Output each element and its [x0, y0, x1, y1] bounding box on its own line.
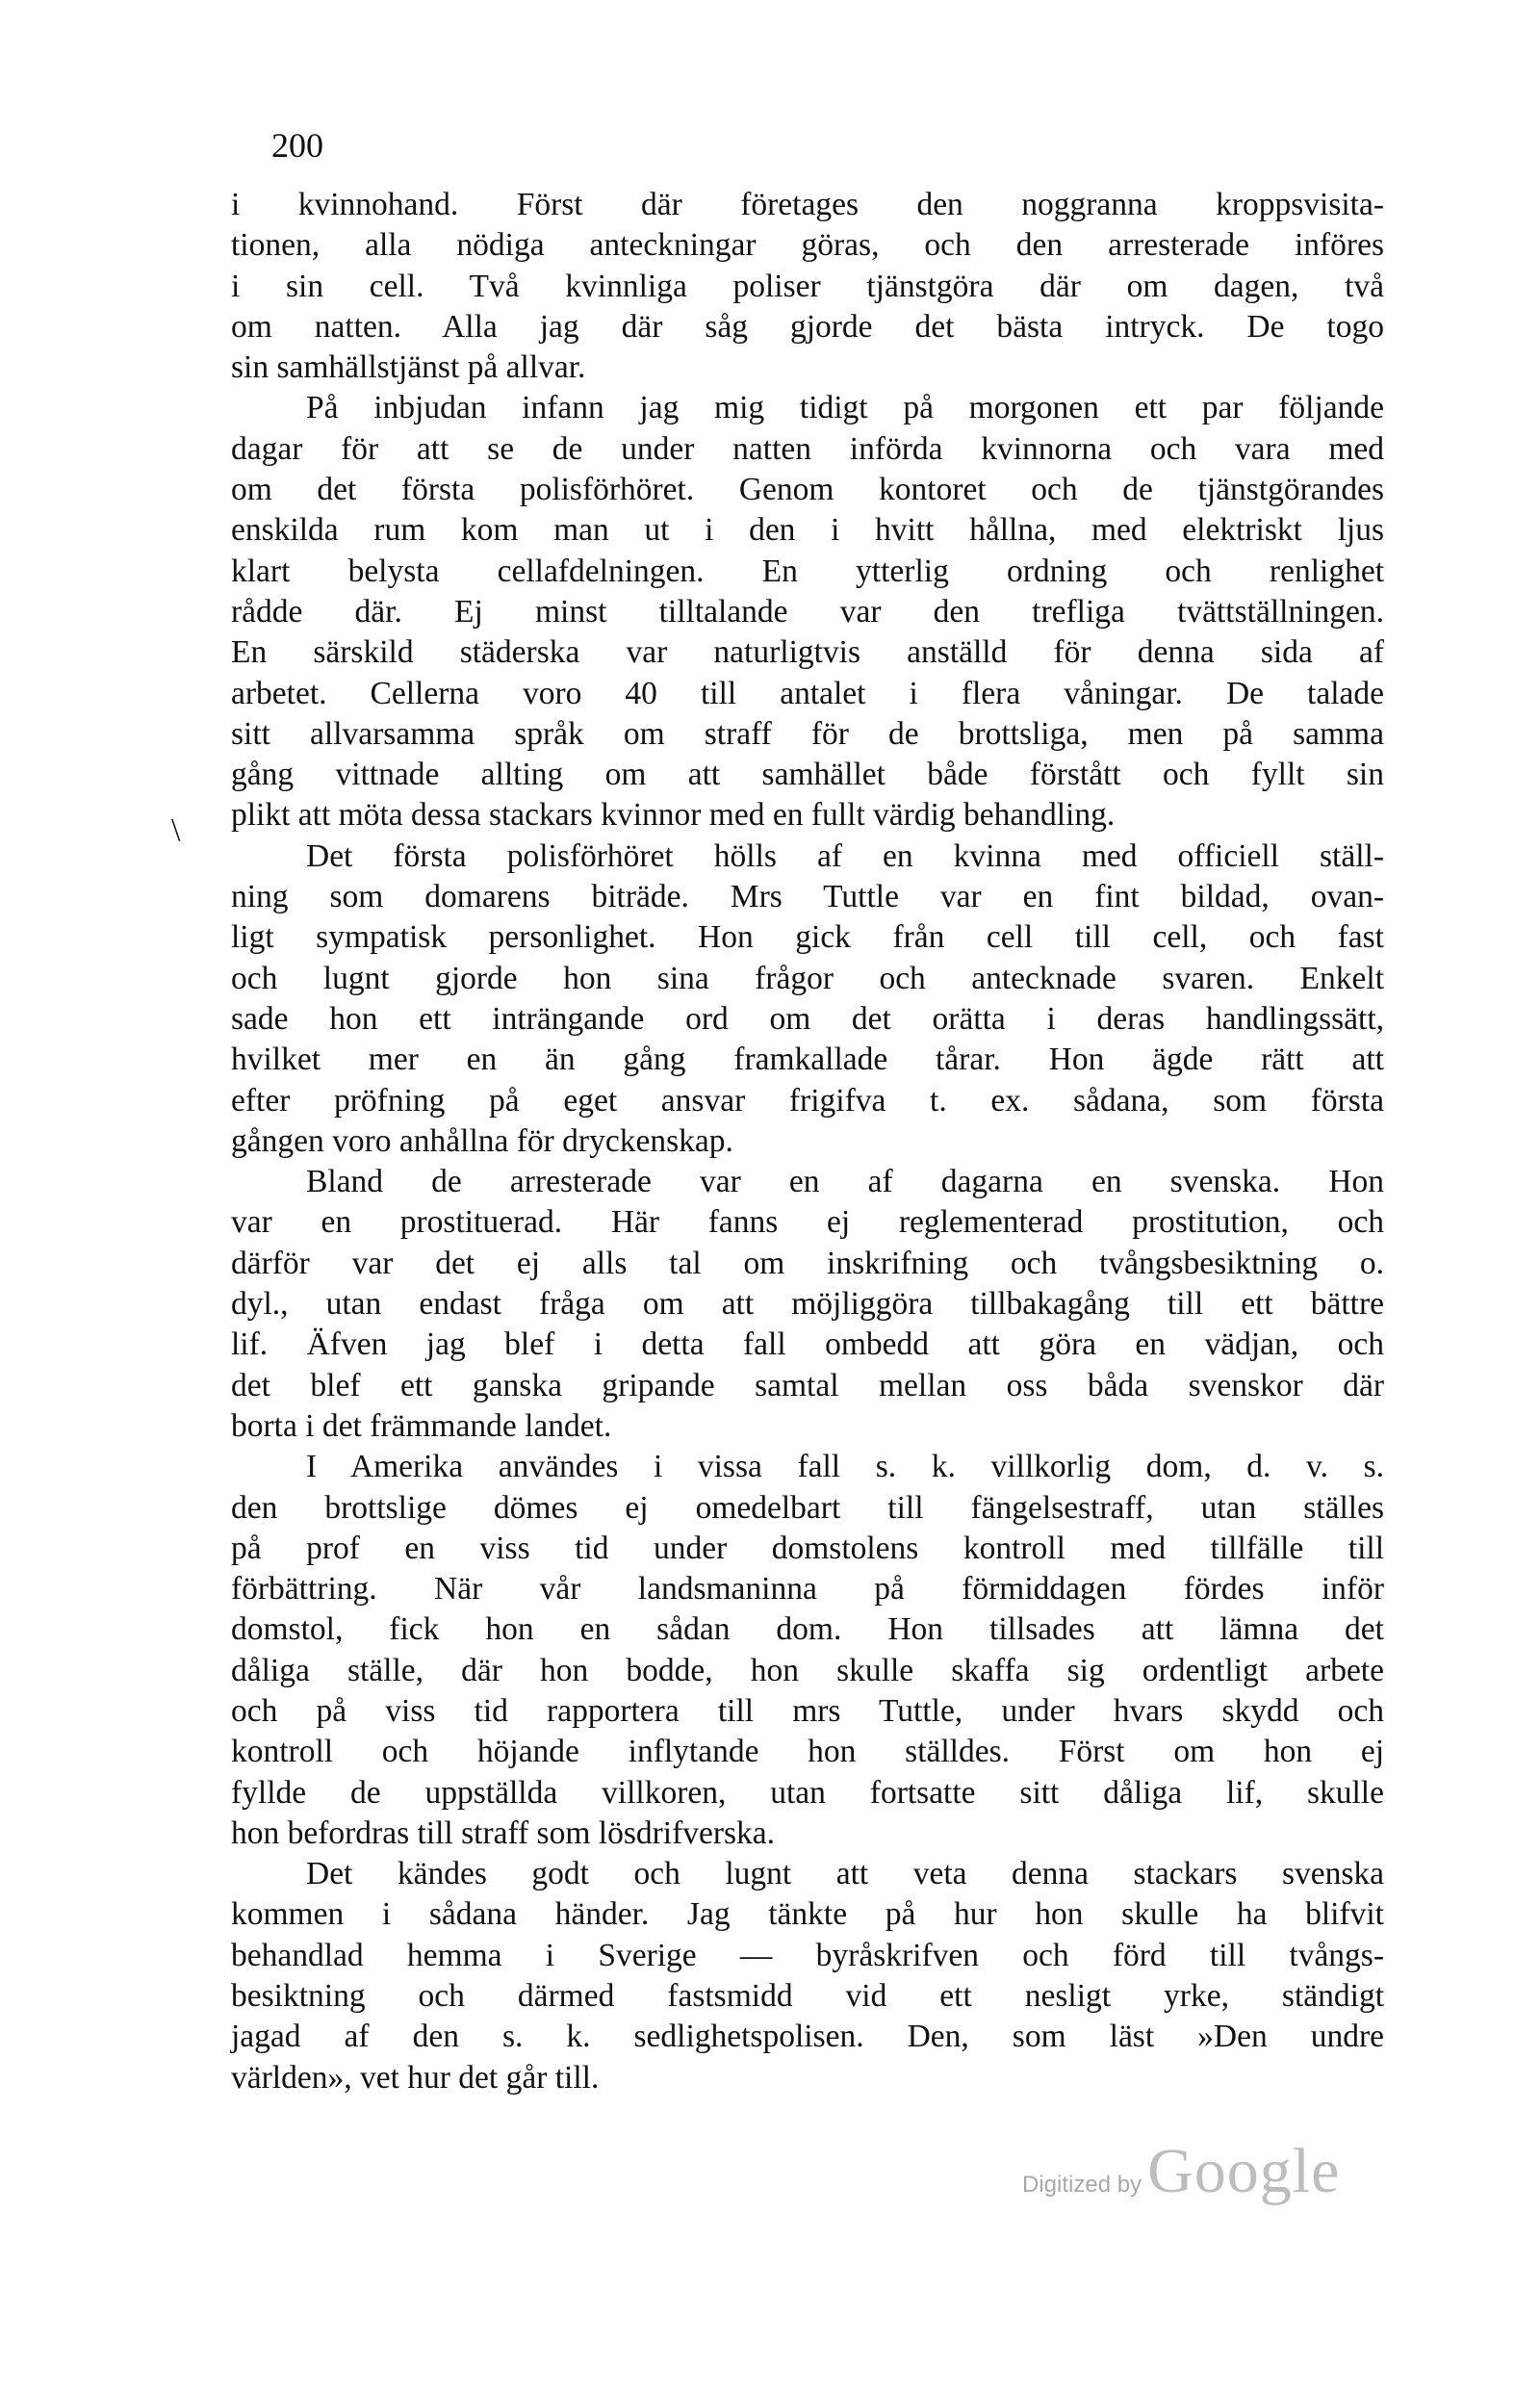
text-line: arbetet. Cellerna voro 40 till antalet i flera våningar. De talade [231, 675, 1384, 711]
text-line: dåliga ställe, där hon bodde, hon skulle skaffa sig ordentligt arbete [231, 1652, 1384, 1688]
text-line: om det första polisförhöret. Genom kontoret och de tjänstgörandes [231, 472, 1384, 508]
text-line: I Amerika användes i vissa fall s. k. villkorlig dom, d. v. s. [306, 1449, 1384, 1485]
text-line: behandlad hemma i Sverige — byråskrifven och förd till tvångs- [231, 1937, 1384, 1973]
text-line: sade hon ett inträngande ord om det orätta i deras handlingssätt, [231, 1000, 1384, 1037]
text-line: besiktning och därmed fastsmidd vid ett nesligt yrke, ständigt [231, 1978, 1384, 2015]
text-line: efter pröfning på eget ansvar frigifva t. ex. sådana, som första [231, 1082, 1384, 1119]
text-line: domstol, fick hon en sådan dom. Hon tillsades att lämna det [231, 1611, 1384, 1648]
margin-mark: \ [171, 812, 181, 848]
text-line: gång vittnade allting om att samhället både förstått och fyllt sin [231, 757, 1384, 793]
text-line: på prof en viss tid under domstolens kontroll med tillfälle till [231, 1530, 1384, 1566]
text-line: om natten. Alla jag där såg gjorde det bästa intryck. De togo [231, 308, 1384, 345]
text-line: och lugnt gjorde hon sina frågor och antecknade svaren. Enkelt [231, 960, 1384, 996]
text-line: tionen, alla nödiga anteckningar göras, och den arresterade införes [231, 227, 1384, 264]
text-line: hon befordras till straff som lösdrifverska. [231, 1814, 776, 1851]
paragraph [231, 1447, 1384, 1854]
text-line: Det kändes godt och lugnt att veta denna stackars svenska [306, 1856, 1384, 1892]
paragraph [231, 1162, 1384, 1447]
paragraph [231, 836, 1384, 1162]
text-line: den brottslige dömes ej omedelbart till fängelsestraff, utan ställes [231, 1489, 1384, 1526]
text-line: plikt att möta dessa stackars kvinnor med en fullt värdig behandling. [231, 797, 1116, 834]
text-line: fyllde de uppställda villkoren, utan fortsatte sitt dåliga lif, skulle [231, 1774, 1384, 1811]
text-line: Det första polisförhöret hölls af en kvinna med officiell ställ- [306, 837, 1384, 874]
watermark-prefix: Digitized by [1022, 2172, 1142, 2198]
text-line: dagar för att se de under natten införda kvinnorna och vara med [231, 430, 1384, 467]
text-line: var en prostituerad. Här fanns ej reglementerad prostitution, och [231, 1204, 1384, 1241]
body-text [231, 185, 1384, 2098]
text-line: dyl., utan endast fråga om att möjliggöra tillbakagång till ett bättre [231, 1286, 1384, 1323]
text-line: i sin cell. Två kvinnliga poliser tjänstgöra där om dagen, två [231, 268, 1384, 304]
text-line: rådde där. Ej minst tilltalande var den trefliga tvättställningen. [231, 593, 1384, 630]
text-line: hvilket mer en än gång framkallade tårar. Hon ägde rätt att [231, 1042, 1384, 1078]
text-line: borta i det främmande landet. [231, 1407, 612, 1444]
paragraph [231, 388, 1384, 836]
text-line: därför var det ej alls tal om inskrifning och tvångsbesiktning o. [231, 1245, 1384, 1281]
page-number: 200 [271, 126, 323, 165]
text-line: lif. Äfven jag blef i detta fall ombedd att göra en vädjan, och [231, 1326, 1384, 1363]
google-logo: Google [1147, 2136, 1341, 2206]
text-line: På inbjudan infann jag mig tidigt på morgonen ett par följande [306, 390, 1384, 426]
text-line: förbättring. När vår landsmaninna på förmiddagen fördes inför [231, 1571, 1384, 1608]
text-line: jagad af den s. k. sedlighetspolisen. Den, som läst »Den undre [231, 2019, 1384, 2055]
text-line: Bland de arresterade var en af dagarna en svenska. Hon [306, 1164, 1384, 1200]
text-line: ning som domarens biträde. Mrs Tuttle var en fint bildad, ovan- [231, 879, 1384, 915]
text-line: i kvinnohand. Först där företages den noggranna kroppsvisita- [231, 187, 1384, 222]
text-line: sitt allvarsamma språk om straff för de brottsliga, men på samma [231, 715, 1384, 752]
digitized-watermark [1022, 2135, 1340, 2208]
paragraph [231, 185, 1384, 388]
text-line: och på viss tid rapportera till mrs Tuttle, under hvars skydd och [231, 1692, 1384, 1729]
text-line: världen», vet hur det går till. [231, 2059, 600, 2096]
text-line: klart belysta cellafdelningen. En ytterlig ordning och renlighet [231, 553, 1384, 589]
text-line: sin samhällstjänst på allvar. [231, 349, 586, 386]
text-line: gången voro anhållna för dryckenskap. [231, 1122, 733, 1159]
text-line: kontroll och höjande inflytande hon ställdes. Först om hon ej [231, 1734, 1384, 1770]
text-line: enskilda rum kom man ut i den i hvitt hållna, med elektriskt ljus [231, 512, 1384, 549]
text-line: det blef ett ganska gripande samtal mellan oss båda svenskor där [231, 1367, 1384, 1403]
paragraph [231, 1854, 1384, 2098]
text-line: En särskild städerska var naturligtvis anställd för denna sida af [231, 634, 1384, 671]
text-line: kommen i sådana händer. Jag tänkte på hur hon skulle ha blifvit [231, 1896, 1384, 1933]
text-line: ligt sympatisk personlighet. Hon gick från cell till cell, och fast [231, 919, 1384, 956]
